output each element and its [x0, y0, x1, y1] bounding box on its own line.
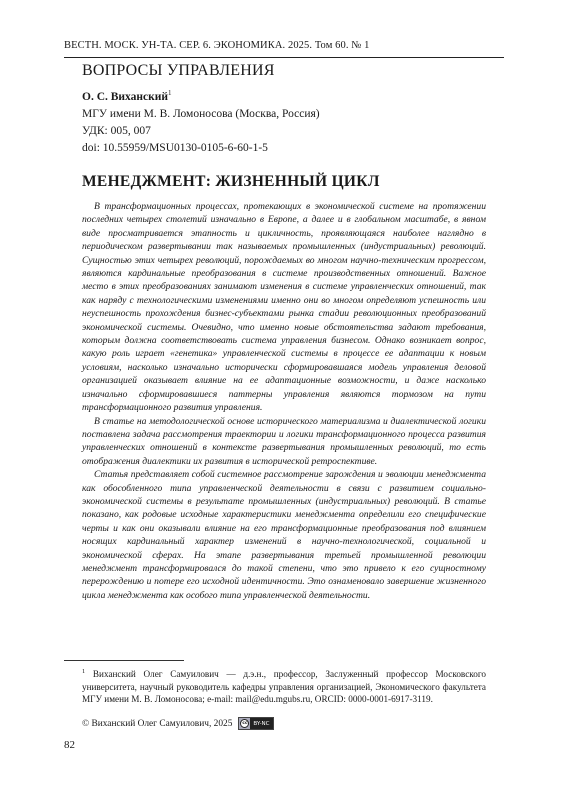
running-head: ВЕСТН. МОСК. УН-ТА. СЕР. 6. ЭКОНОМИКА. 2025. Том 60. № 1 [64, 40, 370, 51]
abstract-paragraph: В статье на методологической основе исторического материализма и диалектической логики поставлена задача рассмотрения траектории и логики трансформационного процесса развития управленческих отношений в контексте развертывания промышленных революций, то есть отображения диалектики их развития в исторической ретроспективе. [82, 415, 486, 467]
abstract [82, 200, 486, 602]
cc-logo: cc [242, 721, 248, 726]
section-title: ВОПРОСЫ УПРАВЛЕНИЯ [82, 62, 275, 79]
footnote-rule [64, 660, 184, 661]
abstract-paragraph: Статья представляет собой системное рассмотрение зарождения и эволюции менеджмента как обособленного типа управленческой деятельности в связи с развитием социально-экономической системы в результате промышленных (индустриальных) революций. В статье показано, как родовые исходные характеристики менеджмента определили его специфические черты и как они оказывали влияние на его трансформационные преобразования под влиянием носящих кардинальный характер изменений в научно-технологической, социальной и экономической сферах. На этапе развертывания третьей промышленной революции менеджмент трансформировался до такой степени, что это привело к его сущностному перерождению и потере его исходной идентичности. Это ознаменовало завершение жизненного цикла менеджмента как особого типа управленческой деятельности. [82, 469, 486, 601]
page-number: 82 [64, 739, 75, 751]
abstract-paragraph: В трансформационных процессах, протекающих в экономической системе на протяжении последних четырех столетий изначально в Европе, а далее и в глобальном масштабе, в явном виде просматривается этапность и цикличность, проявляющаяся наиболее наглядно в периодическом развертывании так называемых промышленных (индустриальных) революций. Сущностью этих четырех революций, порождаемых во многом научно-техническим прогрессом, являются кардинальные преобразования в системе производственных отношений. Важное место в этих преобразованиях занимают изменения в системе управленческих отношений, так как наряду с технологическими изменениями именно они во многом определяют успешность или неуспешность прохождения бизнес-субъектами рынка стадии революционных преобразований экономической системы. Очевидно, что именно новые обстоятельства задают требования, которым должна соответствовать система управления бизнесом. Однако возникает вопрос, какую роль играет «генетика» управленческой системы в процессе ее адаптации к новым условиям, насколько изначально исторически сформировавшаяся модель управления деловой организацией оказывает влияние на ее адаптационные возможности, и даже насколько изначально сформировавшиеся паттерны управления являются тормозом на пути трансформационного развития управления. [82, 201, 486, 414]
copyright-text: © Виханский Олег Самуилович, 2025 [82, 718, 233, 729]
doi[interactable]: doi: 10.55959/MSU0130-0105-6-60-1-5 [82, 141, 268, 154]
footnote-mark: 1 [82, 668, 86, 675]
cc-by-nc-icon[interactable] [238, 717, 273, 730]
author-footnote [82, 666, 486, 706]
author-line [82, 85, 320, 106]
article-meta [82, 85, 320, 157]
author-footnote-mark[interactable]: 1 [168, 89, 172, 97]
article-title: МЕНЕДЖМЕНТ: ЖИЗНЕННЫЙ ЦИКЛ [82, 173, 380, 190]
author-name: О. С. Виханский [82, 90, 169, 103]
footnote-text: Виханский Олег Самуилович — д.э.н., профессор, Заслуженный профессор Московского университета, научный руководитель кафедры управления организацией, Экономического факультета МГУ имени М. В. Ломоносова; e-mail: mail@edu.mgubs.ru, ORCID: 0000-0001-6917-3119. [82, 669, 487, 705]
affiliation: МГУ имени М. В. Ломоносова (Москва, Россия) [82, 107, 320, 120]
copyright [82, 717, 274, 730]
header-rule [64, 57, 504, 58]
udc-code: УДК: 005, 007 [82, 124, 151, 137]
license-label: BY-NC [250, 718, 272, 729]
